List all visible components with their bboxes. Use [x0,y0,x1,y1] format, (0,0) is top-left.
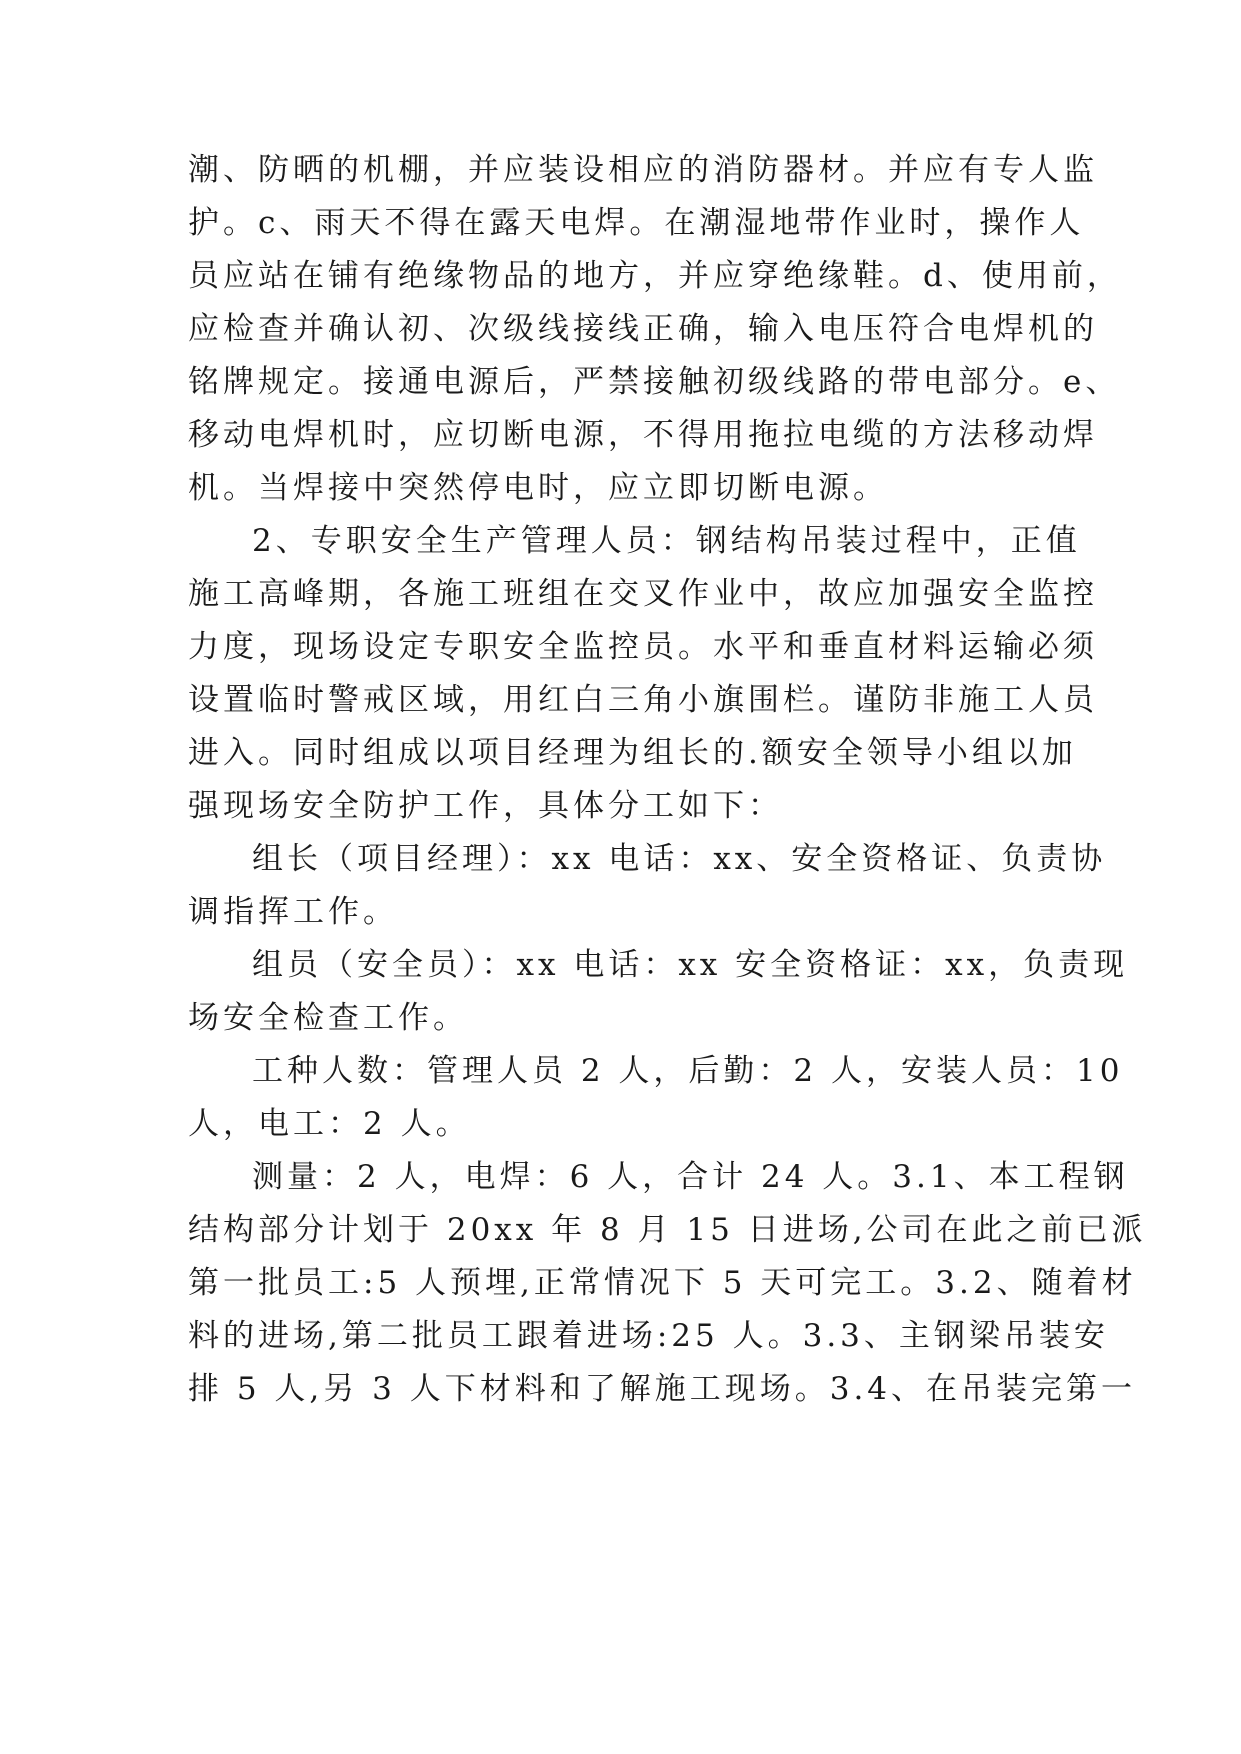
text-line: 进入。同时组成以项目经理为组长的.额安全领导小组以加 [188,735,1077,771]
paragraph-start-line: 2、专职安全生产管理人员：钢结构吊装过程中，正值 [252,523,1081,559]
text-line: 潮、防晒的机棚，并应装设相应的消防器材。并应有专人监 [188,152,1098,188]
text-line: 施工高峰期，各施工班组在交叉作业中，故应加强安全监控 [188,576,1098,612]
text-line: 人，电工：2 人。 [188,1106,471,1142]
text-line: 铭牌规定。接通电源后，严禁接触初级线路的带电部分。e、 [188,364,1121,400]
text-line: 料的进场,第二批员工跟着进场:25 人。3.3、主钢梁吊装安 [188,1318,1109,1354]
text-line: 结构部分计划于 20xx 年 8 月 15 日进场,公司在此之前已派 [188,1212,1147,1248]
paragraph-start-line: 工种人数：管理人员 2 人，后勤：2 人，安装人员：10 [252,1053,1124,1089]
paragraph-start-line: 组员（安全员）：xx 电话：xx 安全资格证：xx，负责现 [252,947,1129,983]
text-line: 力度，现场设定专职安全监控员。水平和垂直材料运输必须 [188,629,1098,665]
paragraph-start-line: 测量：2 人，电焊：6 人，合计 24 人。3.1、本工程钢 [252,1159,1129,1195]
text-line: 员应站在铺有绝缘物品的地方，并应穿绝缘鞋。d、使用前， [188,258,1122,294]
text-line: 第一批员工:5 人预埋,正常情况下 5 天可完工。3.2、随着材 [188,1265,1137,1301]
text-line: 护。c、雨天不得在露天电焊。在潮湿地带作业时，操作人 [188,205,1085,241]
text-line: 强现场安全防护工作，具体分工如下： [188,788,783,824]
paragraph-start-line: 组长（项目经理）：xx 电话：xx、安全资格证、负责协 [252,841,1107,877]
text-line: 设置临时警戒区域，用红白三角小旗围栏。谨防非施工人员 [188,682,1098,718]
text-line: 调指挥工作。 [188,894,398,930]
text-line: 排 5 人,另 3 人下材料和了解施工现场。3.4、在吊装完第一 [188,1371,1137,1407]
text-line: 机。当焊接中突然停电时，应立即切断电源。 [188,470,888,506]
text-line: 场安全检查工作。 [188,1000,468,1036]
text-line: 移动电焊机时，应切断电源，不得用拖拉电缆的方法移动焊 [188,417,1098,453]
text-line: 应检查并确认初、次级线接线正确，输入电压符合电焊机的 [188,311,1098,347]
